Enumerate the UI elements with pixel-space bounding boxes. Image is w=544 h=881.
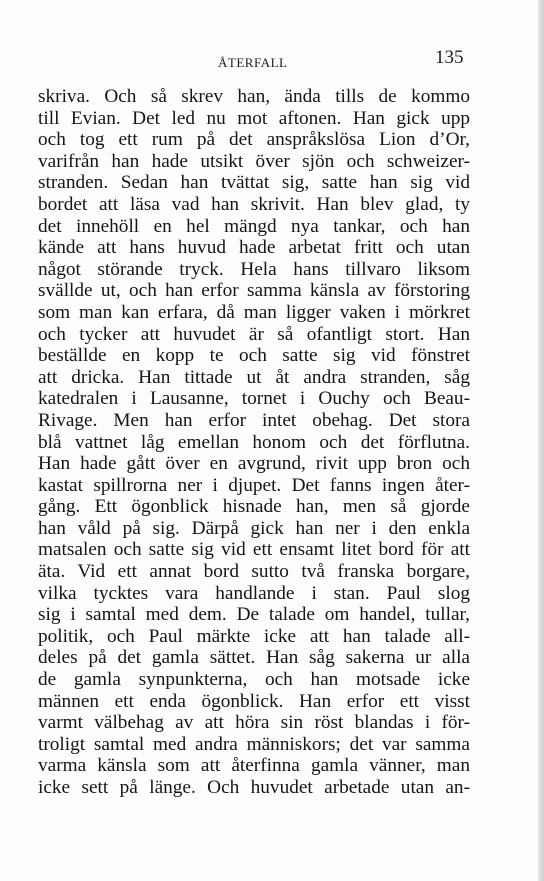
text-line: vilka tycktes vara handlande i stan. Paul slog [38,582,470,604]
text-line: kastat spillrorna ner i djupet. Det fanns ingen åter- [38,474,470,496]
body-text [38,86,470,799]
text-line: politik, och Paul märkte icke att han talade all- [38,625,470,647]
text-line: stranden. Sedan han tvättat sig, satte han sig vid [38,172,470,194]
text-line: och tycker att huvudet är så ofantligt stort. Han [38,323,470,345]
text-line: blå vattnet låg emellan honom och det förflutna. [38,431,470,453]
text-line: bordet att läsa vad han skrivit. Han blev glad, ty [38,193,470,215]
text-line: matsalen och satte sig vid ett ensamt litet bord för att [38,539,470,561]
text-line: varifrån han hade utsikt över sjön och schweizer- [38,150,470,172]
text-line: beställde en kopp te och satte sig vid fönstret [38,345,470,367]
text-line: något störande tryck. Hela hans tillvaro liksom [38,258,470,280]
text-line: till Evian. Det led nu mot aftonen. Han gick upp [38,107,470,129]
text-line: skriva. Och så skrev han, ända tills de kommo [38,86,470,107]
text-line: som man kan erfara, då man ligger vaken i mörkret [38,301,470,323]
text-line: kände att hans huvud hade arbetat fritt och utan [38,237,470,259]
text-line: det innehöll en hel mängd nya tankar, och han [38,215,470,237]
running-head: ÅTERFALL [218,55,288,70]
page-number: 135 [435,47,464,68]
text-line: svällde ut, och han erfor samma känsla av förstoring [38,280,470,302]
text-line: deles på det gamla sättet. Han såg sakerna ur alla [38,647,470,669]
text-line: varmt välbehag av att höra sin röst blandas i för- [38,712,470,734]
text-line: varma känsla som att återfinna gamla vänner, man [38,755,470,777]
scan-edge-shadow [538,0,544,881]
text-line: katedralen i Lausanne, tornet i Ouchy och Beau- [38,388,470,410]
text-line: han våld på sig. Därpå gick han ner i den enkla [38,517,470,539]
text-line: gång. Ett ögonblick hisnade han, men så gjorde [38,496,470,518]
text-line: männen ett enda ögonblick. Han erfor ett visst [38,690,470,712]
text-line: och tog ett rum på det anspråkslösa Lion d’Or, [38,129,470,151]
text-line: sig i samtal med dem. De talade om handel, tullar, [38,604,470,626]
text-line: Rivage. Men han erfor intet obehag. Det stora [38,409,470,431]
text-line: äta. Vid ett annat bord sutto två franska borgare, [38,561,470,583]
text-line: Han hade gått över en avgrund, rivit upp bron och [38,453,470,475]
text-line: de gamla synpunkterna, och han motsade icke [38,669,470,691]
text-line: troligt samtal med andra människors; det var samma [38,733,470,755]
text-line: icke sett på länge. Och huvudet arbetade utan an- [38,777,470,798]
text-line: att dricka. Han tittade ut åt andra stranden, såg [38,366,470,388]
